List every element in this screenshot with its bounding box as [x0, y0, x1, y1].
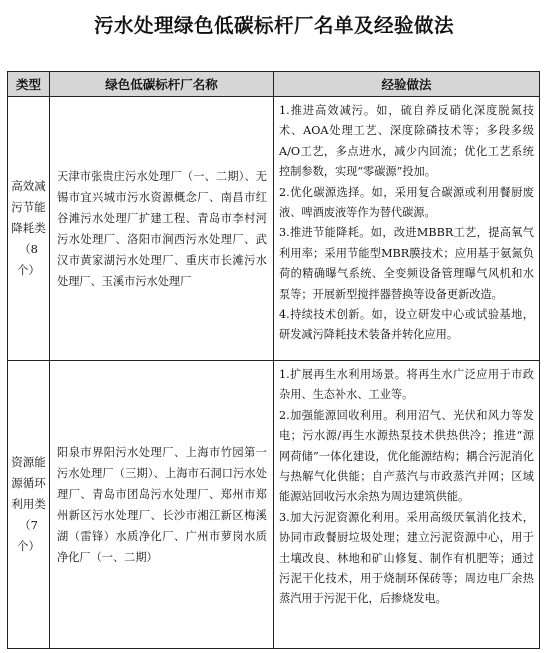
header-type: 类型 — [8, 72, 50, 97]
type-line: 利用类 — [11, 497, 46, 511]
experience-item: 2.加强能源回收利用。利用沼气、光伏和风力等发电；污水源/再生水源热泵技术供热供冷；推进“源网荷储”一体化建设，优化能源结构；耦合污泥消化与热解气化供能；自产蒸汽与市政蒸汽并网；区域能源站回收污水余热为周边建筑供能。 — [279, 408, 534, 504]
experience-cell — [274, 361, 540, 649]
header-experience: 经验做法 — [274, 72, 540, 97]
experience-item: 3.推进节能降耗。如，改进MBBR工艺，提高氧气利用率；采用节能型MBR膜技术；应用基于氨氮负荷的精确曝气系统、全变频设备管理曝气风机和水泵等；开展新型搅拌器替换等设备更新改造。 — [279, 226, 534, 301]
table-row — [8, 361, 540, 649]
experience-item: 1.扩展再生水利用场景。将再生水广泛应用于市政杂用、生态补水、工业等。 — [279, 368, 534, 402]
type-line: 个） — [17, 539, 40, 553]
type-line: 降耗类 — [11, 221, 46, 235]
experience-item: 2.优化碳源选择。如，采用复合碳源或利用餐厨废液、啤酒废液等作为替代碳源。 — [279, 185, 534, 220]
type-line: 污节能 — [11, 200, 46, 214]
type-line: 源循环 — [11, 476, 46, 490]
header-plant-name: 绿色低碳标杆厂名称 — [50, 72, 274, 97]
type-line: （8 — [19, 242, 38, 256]
experience-item: 4.持续技术创新。如，设立研发中心或试验基地，研发减污降耗技术装备并转化应用。 — [279, 308, 534, 342]
benchmark-table — [7, 71, 540, 649]
row-type-cell — [8, 97, 50, 361]
type-line: 资源能 — [11, 455, 46, 469]
row-type-cell — [8, 361, 50, 649]
document-title: 污水处理绿色低碳标杆厂名单及经验做法 — [93, 14, 454, 37]
table-header-row — [8, 72, 540, 97]
type-line: 高效减 — [11, 179, 46, 193]
plant-names-cell: 阳泉市界阳污水处理厂、上海市竹园第一污水处理厂（三期）、上海市石洞口污水处理厂、青岛市团岛污水处理厂、郑州市郑州新区污水处理厂、长沙市湘江新区梅溪湖（雷锋）水质净化厂、广州市萝岗水质净化厂（一、二期） — [50, 361, 274, 649]
experience-item: 1.推进高效减污。如，硫自养反硝化深度脱氮技术、AOA处理工艺、深度除磷技术等；多段多级A/O工艺，多点进水，减少内回流；优化工艺系统控制参数，实现“零碳源”投加。 — [279, 104, 534, 179]
type-line: （7 — [19, 518, 38, 532]
type-line: 个） — [17, 263, 40, 277]
table-row — [8, 97, 540, 361]
experience-cell — [274, 97, 540, 361]
plant-names-cell: 天津市张贵庄污水处理厂（一、二期）、无锡市宜兴城市污水资源概念厂、南昌市红谷滩污水处理厂扩建工程、青岛市李村河污水处理厂、洛阳市涧西污水处理厂、武汉市黄家湖污水处理厂、重庆市长滩污水处理厂、玉溪市污水处理厂 — [50, 97, 274, 361]
experience-item: 3.加大污泥资源化利用。采用高级厌氧消化技术，协同市政餐厨垃圾处理；建立污泥资源中心，用于土壤改良、林地和矿山修复、制作有机肥等；通过污泥干化技术，用于烧制环保砖等；周边电厂余热蒸汽用于污泥干化，后掺烧发电。 — [279, 510, 534, 606]
